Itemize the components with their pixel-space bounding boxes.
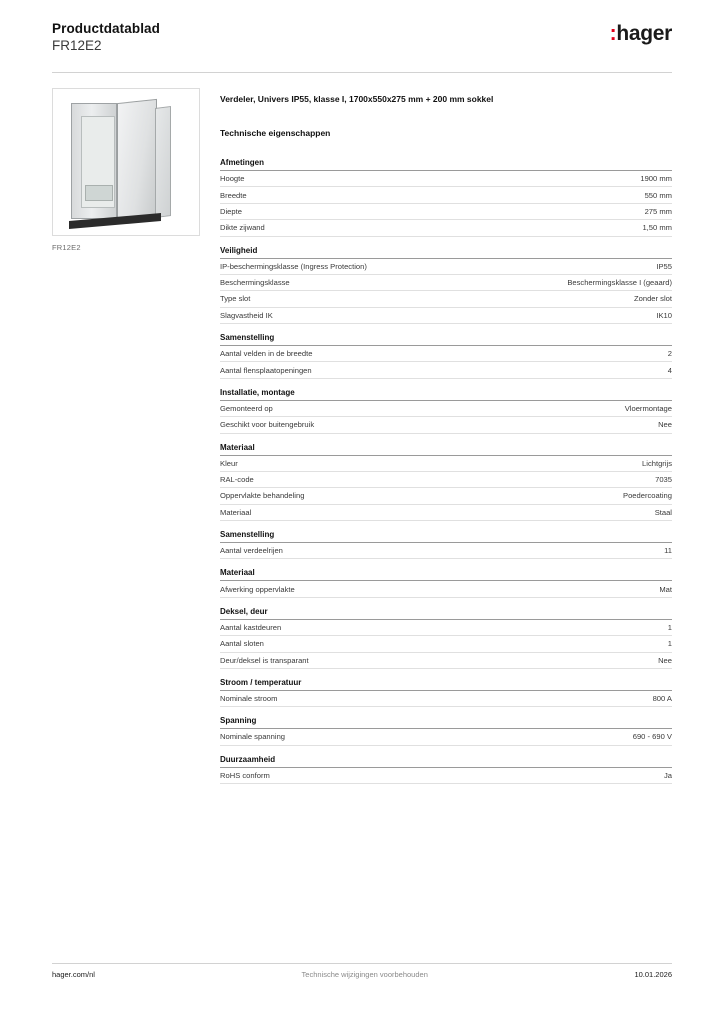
spec-value: 1: [667, 639, 672, 649]
product-image-caption: FR12E2: [52, 243, 81, 252]
cabinet-door-edge: [155, 106, 171, 218]
spec-group: [220, 678, 672, 707]
spec-group-title: Materiaal: [220, 568, 672, 581]
spec-value: Ja: [663, 770, 672, 780]
spec-group: [220, 530, 672, 559]
spec-group-title: Deksel, deur: [220, 607, 672, 620]
spec-label: Diepte: [220, 206, 242, 216]
spec-groups: [220, 158, 672, 784]
footer-divider: [52, 963, 672, 964]
product-reference: FR12E2: [52, 38, 102, 53]
spec-value: 7035: [655, 475, 672, 485]
spec-group-title: Samenstelling: [220, 530, 672, 543]
spec-group-title: Stroom / temperatuur: [220, 678, 672, 691]
spec-label: Gemonteerd op: [220, 403, 273, 413]
page-title: Productdatablad: [52, 21, 161, 36]
spec-label: RAL-code: [220, 475, 254, 485]
product-image: [52, 88, 200, 236]
spec-row: [220, 275, 672, 291]
logo-colon: :: [609, 22, 617, 45]
spec-row: [220, 220, 672, 236]
spec-value: Lichtgrijs: [642, 458, 672, 468]
spec-group-title: Samenstelling: [220, 333, 672, 346]
document-footer: [52, 970, 672, 979]
spec-row: [220, 259, 672, 275]
spec-group: [220, 443, 672, 522]
specifications-panel: [220, 93, 672, 793]
spec-row: [220, 653, 672, 669]
spec-value: Nee: [658, 655, 672, 665]
spec-value: 4: [667, 365, 672, 375]
cabinet-interior: [81, 116, 115, 208]
spec-value: Poedercoating: [623, 491, 672, 501]
spec-label: Oppervlakte behandeling: [220, 491, 305, 501]
spec-row: [220, 691, 672, 707]
spec-value: 800 A: [652, 694, 672, 704]
spec-label: Type slot: [220, 294, 251, 304]
spec-label: Materiaal: [220, 507, 252, 517]
spec-label: Beschermingsklasse: [220, 278, 290, 288]
spec-value: 2: [667, 349, 672, 359]
spec-row: [220, 768, 672, 784]
spec-value: IP55: [656, 261, 672, 271]
spec-value: 550 mm: [644, 190, 672, 200]
spec-label: Slagvastheid IK: [220, 310, 273, 320]
footer-date: 10.01.2026: [634, 970, 672, 979]
spec-value: IK10: [656, 310, 672, 320]
spec-row: [220, 187, 672, 203]
spec-group: [220, 716, 672, 745]
spec-group-title: Installatie, montage: [220, 388, 672, 401]
spec-row: [220, 291, 672, 307]
spec-label: Aantal velden in de breedte: [220, 349, 313, 359]
cabinet-illustration: [67, 99, 187, 227]
spec-label: IP-beschermingsklasse (Ingress Protection): [220, 261, 367, 271]
spec-value: Mat: [659, 584, 672, 594]
header-titles: [52, 20, 160, 54]
spec-label: Nominale stroom: [220, 694, 278, 704]
logo-text: hager: [616, 22, 672, 45]
spec-label: Geschikt voor buitengebruik: [220, 420, 315, 430]
technical-properties-heading: Technische eigenschappen: [220, 128, 331, 138]
spec-value: 1900 mm: [640, 174, 672, 184]
spec-row: [220, 543, 672, 559]
spec-group: [220, 333, 672, 379]
spec-group: [220, 607, 672, 669]
spec-value: Beschermingsklasse I (geaard): [567, 278, 672, 288]
spec-row: [220, 417, 672, 433]
spec-group-title: Duurzaamheid: [220, 755, 672, 768]
spec-row: [220, 620, 672, 636]
header-divider: [52, 72, 672, 73]
spec-group: [220, 755, 672, 784]
spec-value: 1,50 mm: [642, 223, 672, 233]
spec-group-title: Afmetingen: [220, 158, 672, 171]
spec-value: 275 mm: [644, 206, 672, 216]
spec-group-title: Veiligheid: [220, 246, 672, 259]
hager-logo: [610, 22, 672, 46]
spec-value: 11: [664, 546, 672, 556]
spec-group: [220, 158, 672, 237]
spec-value: Vloermontage: [624, 403, 672, 413]
spec-value: 1: [667, 622, 672, 632]
product-description: Verdeler, Univers IP55, klasse I, 1700x550x275 mm + 200 mm sokkel: [220, 94, 494, 104]
spec-row: [220, 171, 672, 187]
spec-row: [220, 729, 672, 745]
spec-row: [220, 456, 672, 472]
footer-disclaimer: Technische wijzigingen voorbehouden: [301, 970, 428, 979]
spec-group: [220, 388, 672, 434]
spec-row: [220, 362, 672, 378]
spec-row: [220, 346, 672, 362]
spec-label: Aantal kastdeuren: [220, 622, 282, 632]
spec-group: [220, 246, 672, 325]
spec-group-title: Materiaal: [220, 443, 672, 456]
spec-label: Hoogte: [220, 174, 245, 184]
document-header: [52, 20, 672, 64]
spec-value: 690 - 690 V: [632, 732, 672, 742]
spec-value: Nee: [658, 420, 672, 430]
spec-label: Breedte: [220, 190, 247, 200]
spec-label: Deur/deksel is transparant: [220, 655, 309, 665]
spec-group-title: Spanning: [220, 716, 672, 729]
spec-row: [220, 308, 672, 324]
spec-row: [220, 204, 672, 220]
spec-value: Zonder slot: [634, 294, 672, 304]
spec-label: Afwerking oppervlakte: [220, 584, 295, 594]
spec-row: [220, 581, 672, 597]
cabinet-body: [71, 103, 117, 219]
spec-value: Staal: [654, 507, 672, 517]
spec-group: [220, 568, 672, 597]
spec-label: Aantal verdeelrijen: [220, 546, 283, 556]
spec-label: Nominale spanning: [220, 732, 286, 742]
spec-label: Aantal flensplaatopeningen: [220, 365, 312, 375]
spec-label: Kleur: [220, 458, 238, 468]
spec-row: [220, 488, 672, 504]
spec-row: [220, 636, 672, 652]
spec-row: [220, 401, 672, 417]
cabinet-door: [117, 99, 157, 221]
spec-label: Dikte zijwand: [220, 223, 265, 233]
spec-label: Aantal sloten: [220, 639, 264, 649]
spec-label: RoHS conform: [220, 770, 270, 780]
spec-row: [220, 472, 672, 488]
spec-row: [220, 505, 672, 521]
footer-website[interactable]: hager.com/nl: [52, 970, 95, 979]
